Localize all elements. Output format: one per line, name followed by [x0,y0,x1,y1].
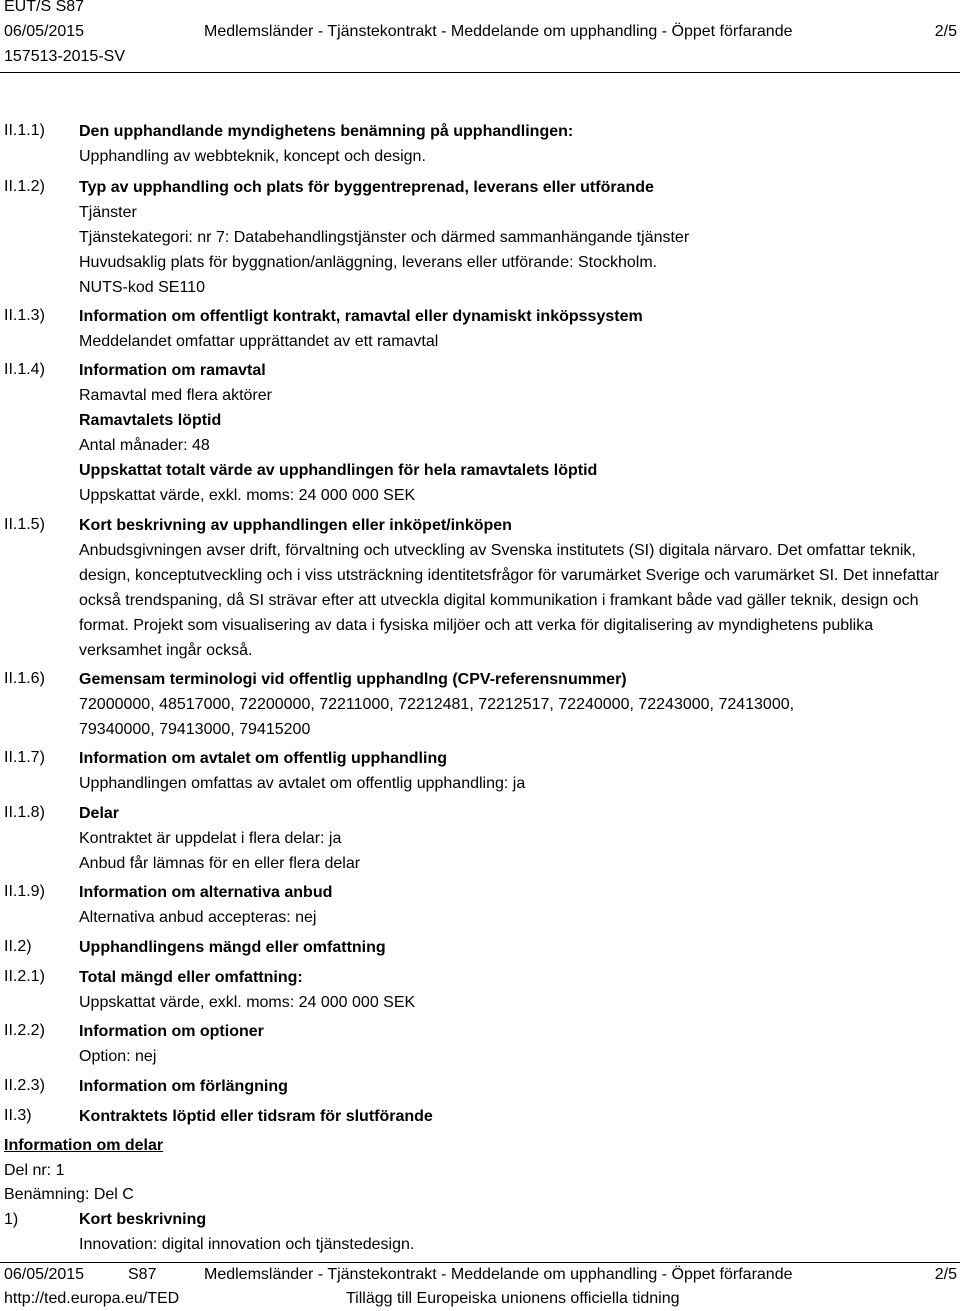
cpv-line: 79340000, 79413000, 79415200 [79,721,311,738]
section-line: Huvudsaklig plats för byggnation/anläggning, leverans eller utförande: Stockholm. [79,254,658,271]
section-heading: Den upphandlande myndighetens benämning på upphandlingen: [79,123,574,140]
num-ii-1-6: II.1.6) [4,670,45,687]
footer-date: 06/05/2015 [4,1266,85,1283]
section-paragraph: Anbudsgivningen avser drift, förvaltning och utveckling av Svenska institutets (SI) digitala närvaro. Det omfattar teknik, design, konceptutveckling och i viss utsträckning identitetsfrågor för varumärket Sverige och varumärket SI. Det innefattar också trendspaning, då SI strävar efter att utveckla digital kommunikation i framkant både vad gäller teknik, design och format. Projekt som visualisering av data i fysiska miljöer och att verka för digitalisering av myndighetens publika verksamhet ingår också. [79,542,939,659]
part-name: Benämning: Del C [4,1186,134,1203]
section-heading: Information om ramavtal [79,362,266,379]
section-text: Upphandling av webbteknik, koncept och design. [79,148,426,165]
section-ii-2-3 [79,1074,954,1099]
num-ii-2-3: II.2.3) [4,1077,45,1094]
section-ii-3 [79,1104,954,1129]
num-ii-2: II.2) [4,938,32,955]
section-line: NUTS-kod SE110 [79,279,205,296]
section-line: Anbud får lämnas för en eller flera delar [79,855,361,872]
section-text: Alternativa anbud accepteras: nej [79,909,317,926]
section-subheading: Ramavtalets löptid [79,412,222,429]
journal-ref: EUT/S S87 [4,0,85,15]
section-ii-2-2 [79,1019,954,1069]
header-date: 06/05/2015 [4,23,85,40]
section-subheading: Uppskattat totalt värde av upphandlingen för hela ramavtalets löptid [79,462,598,479]
section-heading: Kontraktets löptid eller tidsram för slutförande [79,1108,433,1125]
section-heading: Information om avtalet om offentlig upphandling [79,750,447,767]
header-page: 2/5 [934,23,957,40]
section-heading: Information om förlängning [79,1078,288,1095]
section-heading: Gemensam terminologi vid offentlig upphandlng (CPV-referensnummer) [79,671,627,688]
section-ii-1-9 [79,880,954,930]
header-rule [0,72,960,73]
header-title: Medlemsländer - Tjänstekontrakt - Meddelande om upphandling - Öppet förfarande [204,23,793,40]
section-ii-1-4 [79,358,954,508]
section-line: Ramavtal med flera aktörer [79,387,272,404]
num-ii-3: II.3) [4,1107,32,1124]
section-heading: Typ av upphandling och plats för byggentreprenad, leverans eller utförande [79,179,654,196]
footer-rule [0,1262,960,1263]
section-text: Uppskattat värde, exkl. moms: 24 000 000 SEK [79,994,416,1011]
part-number: Del nr: 1 [4,1162,65,1179]
section-ii-1-5 [79,513,954,663]
section-line: Kontraktet är uppdelat i flera delar: ja [79,830,342,847]
num-ii-1-9: II.1.9) [4,883,45,900]
num-ii-1-1: II.1.1) [4,122,45,139]
footer-title: Medlemsländer - Tjänstekontrakt - Meddelande om upphandling - Öppet förfarande [204,1266,793,1283]
num-ii-1-5: II.1.5) [4,516,45,533]
parts-heading: Information om delar [4,1137,164,1154]
section-heading: Delar [79,805,120,822]
section-heading: Upphandlingens mängd eller omfattning [79,939,386,956]
section-ii-1-7 [79,746,954,796]
section-line: Tjänstekategori: nr 7: Databehandlingstjänster och därmed sammanhängande tjänster [79,229,690,246]
num-ii-1-3: II.1.3) [4,307,45,324]
footer-supplement: Tillägg till Europeiska unionens officiella tidning [346,1290,680,1307]
num-ii-1-7: II.1.7) [4,749,45,766]
part-item-heading: Kort beskrivning [79,1211,207,1228]
section-ii-2-1 [79,965,954,1015]
section-ii-1-8 [79,801,954,876]
section-line: Uppskattat värde, exkl. moms: 24 000 000 SEK [79,487,416,504]
num-ii-1-2: II.1.2) [4,178,45,195]
doc-number: 157513-2015-SV [4,48,125,65]
section-line: Antal månader: 48 [79,437,210,454]
cpv-line: 72000000, 48517000, 72200000, 72211000, 72212481, 72212517, 72240000, 72243000, 72413000, [79,696,795,713]
section-line: Tjänster [79,204,137,221]
section-text: Upphandlingen omfattas av avtalet om offentlig upphandling: ja [79,775,526,792]
section-heading: Total mängd eller omfattning: [79,969,303,986]
footer-series: S87 [128,1266,157,1283]
footer-page: 2/5 [934,1266,957,1283]
part-item-text: Innovation: digital innovation och tjänstedesign. [79,1236,415,1253]
section-heading: Information om optioner [79,1023,264,1040]
num-ii-2-1: II.2.1) [4,968,45,985]
num-ii-2-2: II.2.2) [4,1022,45,1039]
section-ii-2 [79,935,954,960]
num-ii-1-4: II.1.4) [4,361,45,378]
section-text: Option: nej [79,1048,157,1065]
section-heading: Information om alternativa anbud [79,884,333,901]
section-heading: Kort beskrivning av upphandlingen eller inköpet/inköpen [79,517,512,534]
section-ii-1-3 [79,304,954,354]
section-ii-1-6 [79,667,954,742]
section-ii-1-1 [79,119,954,169]
part-item-number: 1) [4,1211,19,1228]
section-ii-1-2 [79,175,954,300]
num-ii-1-8: II.1.8) [4,804,45,821]
section-heading: Information om offentligt kontrakt, ramavtal eller dynamiskt inköpssystem [79,308,643,325]
footer-url[interactable]: http://ted.europa.eu/TED [4,1290,180,1307]
section-text: Meddelandet omfattar upprättandet av ett ramavtal [79,333,439,350]
